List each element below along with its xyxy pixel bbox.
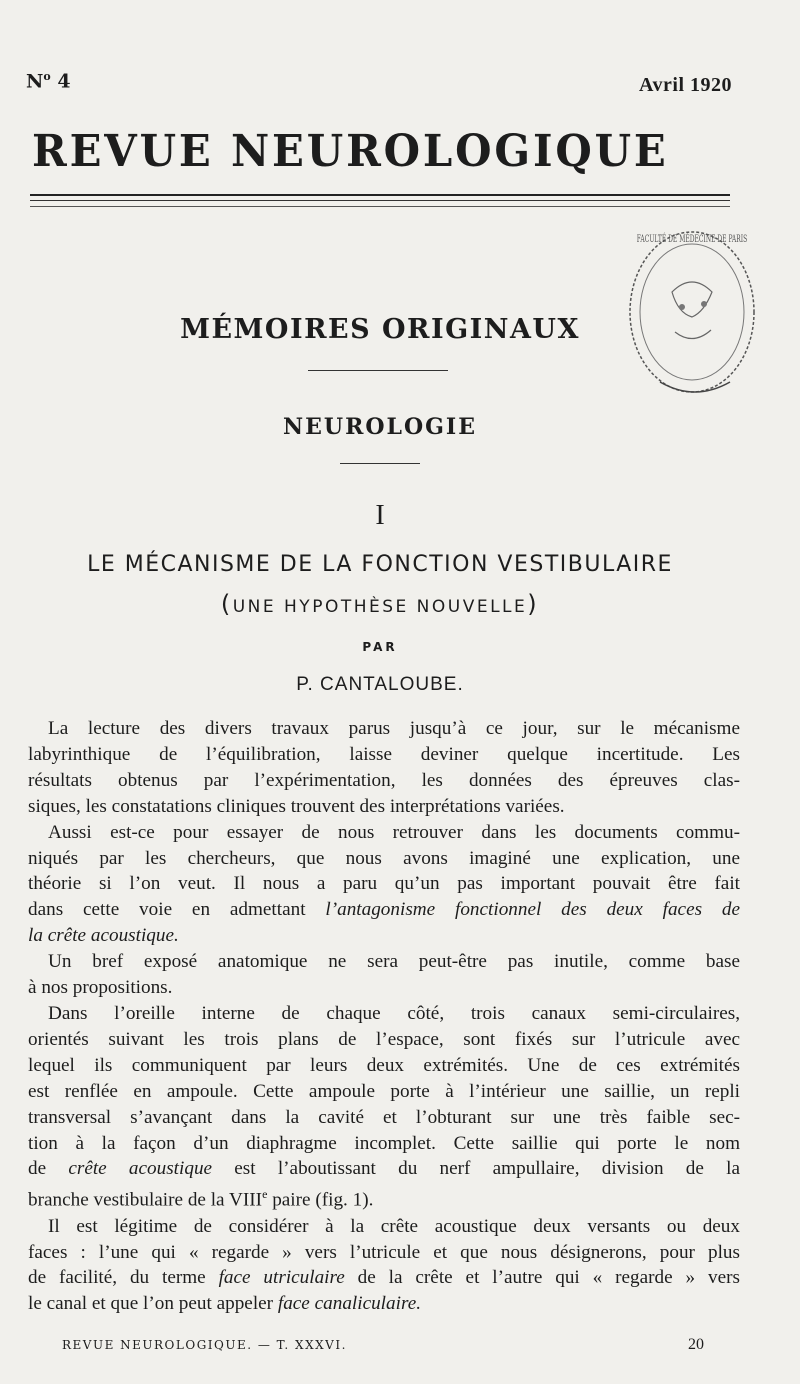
- section-rule: [308, 370, 448, 371]
- text-line: Dans l’oreille interne de chaque côté, trois canaux semi-circulaires,: [48, 1002, 740, 1024]
- subsection-heading: NEUROLOGIE: [283, 414, 477, 440]
- text-line: Un bref exposé anatomique ne sera peut-être pas inutile, comme base: [48, 951, 740, 973]
- text-line: de facilité, du terme face utriculaire de la crête et l’autre qui « regarde » vers: [28, 1267, 740, 1289]
- paragraph: [28, 716, 740, 820]
- text-line: Aussi est-ce pour essayer de nous retrouver dans les documents commu-: [48, 821, 740, 843]
- running-footer: REVUE NEUROLOGIQUE. — T. XXXVI.: [62, 1338, 347, 1352]
- title-rule-thin-2: [30, 206, 730, 207]
- text-line: résultats obtenus par l’expérimentation, les données des épreuves clas-: [28, 769, 740, 791]
- text-line: branche vestibulaire de la VIIIe paire (fig. 1).: [28, 1187, 374, 1211]
- subsection-rule: [340, 463, 420, 464]
- article-subtitle: (UNE HYPOTHÈSE NOUVELLE): [220, 590, 540, 618]
- issue-number: $N^o$ 4: [26, 70, 71, 93]
- text-line: labyrinthique de l’équilibration, laisse deviner quelque incertitude. Les: [28, 743, 740, 765]
- text-line: est renflée en ampoule. Cette ampoule porte à l’intérieur une saillie, un repli: [28, 1080, 740, 1102]
- text-line: à nos propositions.: [28, 977, 173, 999]
- stamp-text: FACULTÉ DE MÉDECINE DE PARIS: [636, 232, 748, 245]
- title-rule-thin: [30, 200, 730, 201]
- paragraph: [28, 1214, 740, 1318]
- article-number: I: [375, 500, 385, 531]
- title-rule: [30, 194, 730, 196]
- article-title: LE MÉCANISME DE LA FONCTION VESTIBULAIRE: [87, 552, 673, 577]
- issue-date: Avril 1920: [639, 74, 732, 96]
- section-heading: MÉMOIRES ORIGINAUX: [180, 314, 580, 345]
- paragraph: [28, 820, 740, 950]
- text-line: siques, les constatations cliniques trouvent des interprétations variées.: [28, 795, 565, 817]
- paragraph: [28, 1001, 740, 1214]
- text-line: orientés suivant les trois plans de l’espace, sont fixés sur l’utricule avec: [28, 1028, 740, 1050]
- text-line: la crête acoustique.: [28, 925, 179, 947]
- article-body: [28, 716, 740, 1317]
- journal-title: REVUE NEUROLOGIQUE: [32, 126, 669, 177]
- paragraph: [28, 949, 740, 1001]
- text-line: de crête acoustique est l’aboutissant du nerf ampullaire, division de la: [28, 1158, 740, 1180]
- text-line: théorie si l’on veut. Il nous a paru qu’un pas important pouvait être fait: [28, 873, 740, 895]
- text-line: le canal et que l’on peut appeler face canaliculaire.: [28, 1293, 422, 1315]
- byline-par: PAR: [362, 640, 398, 654]
- text-line: tion à la façon d’un diaphragme incomplet. Cette saillie qui porte le nom: [28, 1132, 740, 1154]
- text-line: lequel ils communiquent par leurs deux extrémités. Une de ces extrémités: [28, 1054, 740, 1076]
- text-line: transversal s’avançant dans la cavité et l’obturant sur une très faible sec-: [28, 1106, 740, 1128]
- text-line: La lecture des divers travaux parus jusqu’à ce jour, sur le mécanisme: [48, 718, 740, 739]
- text-line: niqués par les chercheurs, que nous avons imaginé une explication, une: [28, 847, 740, 869]
- author-name: P. CANTALOUBE.: [296, 674, 464, 695]
- page-number: 20: [688, 1336, 704, 1353]
- library-stamp: [620, 212, 770, 412]
- text-line: Il est légitime de considérer à la crête acoustique deux versants ou deux: [48, 1215, 740, 1237]
- text-line: faces : l’une qui « regarde » vers l’utricule et que nous désignerons, pour plus: [28, 1241, 740, 1263]
- text-line: dans cette voie en admettant l’antagonisme fonctionnel des deux faces de: [28, 899, 740, 921]
